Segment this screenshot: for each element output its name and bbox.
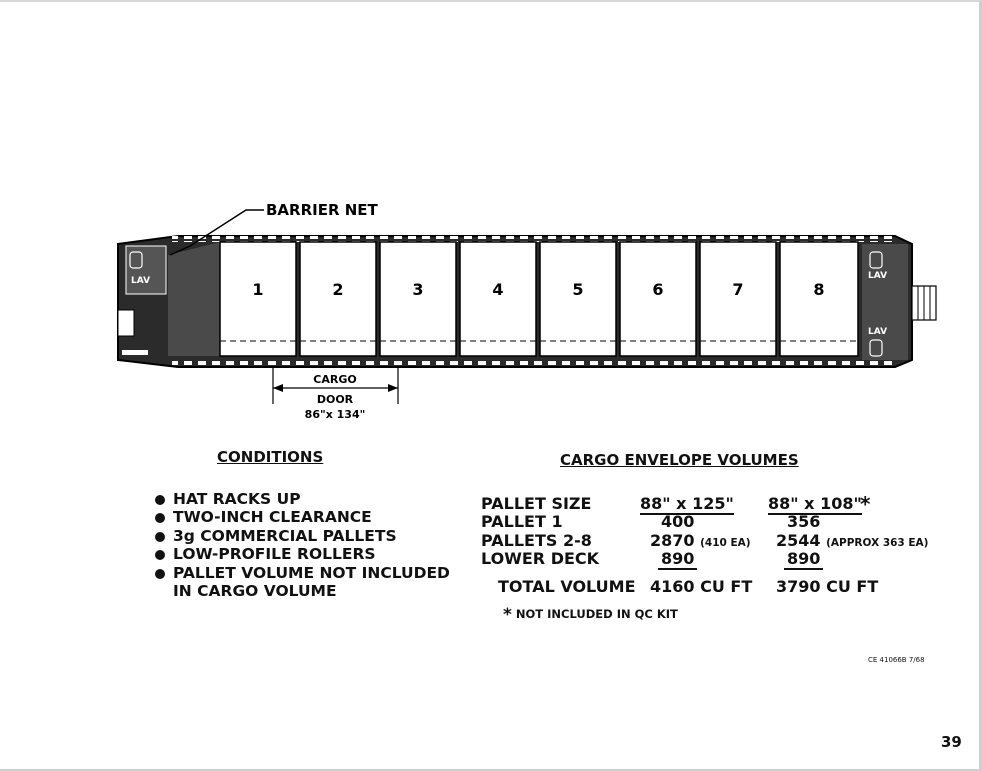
pallet-number: 4 xyxy=(492,280,504,299)
pallet-2 xyxy=(300,242,376,356)
pallet-1-a: 400 xyxy=(661,512,695,531)
conditions-title: CONDITIONS xyxy=(217,448,324,466)
page-number: 39 xyxy=(941,733,962,751)
pallets-2-8-b: 2544 (APPROX 363 EA) xyxy=(776,531,929,550)
pallet-7 xyxy=(700,242,776,356)
pallet-number: 5 xyxy=(572,280,584,299)
list-item: HAT RACKS UP xyxy=(155,490,450,508)
footnote-text: NOT INCLUDED IN QC KIT xyxy=(515,607,678,621)
total-volume-b: 3790 CU FT xyxy=(776,577,879,596)
lower-deck-label: LOWER DECK xyxy=(481,549,600,568)
lav-label-aft-upper: LAV xyxy=(868,271,888,281)
pallet-5 xyxy=(540,242,616,356)
pallet-4 xyxy=(460,242,536,356)
window-strip-bottom xyxy=(172,361,892,367)
pallet-number: 6 xyxy=(652,280,664,299)
pallet-number: 7 xyxy=(732,280,744,299)
list-item-continuation: IN CARGO VOLUME xyxy=(173,582,337,601)
pallet-number: 8 xyxy=(813,280,825,299)
pallet-1-b: 356 xyxy=(787,512,821,531)
pallets-2-8-a: 2870 (410 EA) xyxy=(650,531,751,550)
asterisk-marker: * xyxy=(860,492,871,516)
window-strip-top xyxy=(172,236,892,242)
barrier-net-label: BARRIER NET xyxy=(266,201,378,219)
list-item: PALLET VOLUME NOT INCLUDED xyxy=(155,564,450,582)
pallet-6 xyxy=(620,242,696,356)
total-volume-a: 4160 CU FT xyxy=(650,577,753,596)
pallets-2-8-label: PALLETS 2-8 xyxy=(481,531,592,550)
list-item: 3g COMMERCIAL PALLETS xyxy=(155,527,450,545)
pallet-3 xyxy=(380,242,456,356)
pallet-number: 2 xyxy=(332,280,344,299)
pallet-size-b: 88" x 108" xyxy=(768,494,862,513)
pallet-1 xyxy=(220,242,296,356)
total-volume-label: TOTAL VOLUME xyxy=(498,577,636,596)
pallet-number: 1 xyxy=(252,280,264,299)
pallet-1-label: PALLET 1 xyxy=(481,512,563,531)
lower-deck-b: 890 xyxy=(784,549,823,570)
footnote xyxy=(503,605,678,625)
list-item: LOW-PROFILE ROLLERS xyxy=(155,545,450,563)
pallet-8 xyxy=(780,242,858,356)
cargo-door-label: CARGO xyxy=(313,373,357,386)
list-item: TWO-INCH CLEARANCE xyxy=(155,508,450,526)
pallet-size-label: PALLET SIZE xyxy=(481,494,592,513)
aft-stairs xyxy=(912,286,936,320)
cargo-door-dimensions: 86"x 134" xyxy=(304,408,366,421)
pallet-size-a: 88" x 125" xyxy=(640,494,734,513)
pallet-number: 3 xyxy=(412,280,424,299)
footnote-asterisk: * xyxy=(503,605,512,625)
lav-label-forward: LAV xyxy=(131,276,151,286)
lower-deck-a: 890 xyxy=(658,549,697,570)
conditions-list xyxy=(155,490,450,600)
cargo-door-label-2: DOOR xyxy=(316,393,354,406)
lav-label-aft-lower: LAV xyxy=(868,327,888,337)
figure-code: CE 41066B 7/68 xyxy=(868,656,925,664)
volumes-title: CARGO ENVELOPE VOLUMES xyxy=(560,451,799,469)
